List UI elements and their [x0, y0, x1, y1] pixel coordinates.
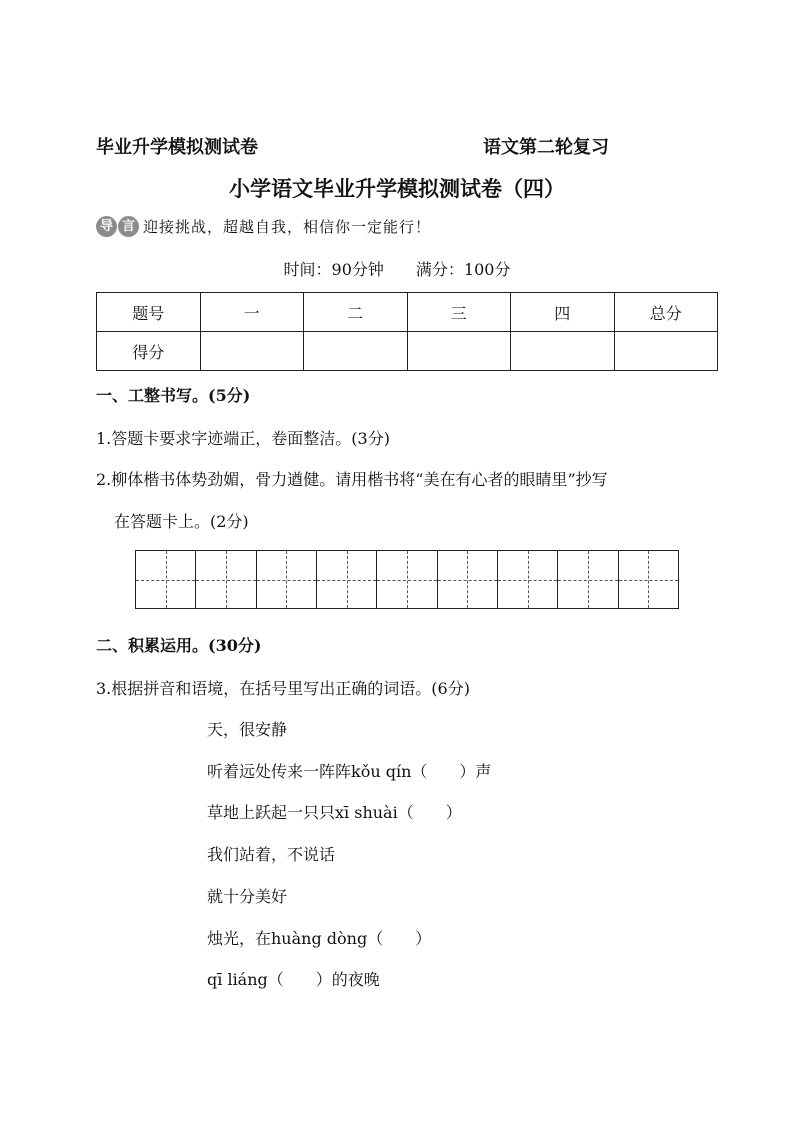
poem-line: qī liáng（ ）的夜晚: [207, 970, 380, 989]
exam-time: 时间：90分钟: [283, 260, 384, 279]
guide-badge-char: 言: [118, 216, 139, 237]
poem-line: 烛光，在huàng dòng（ ）: [207, 929, 432, 948]
poem-line: 听着远处传来一阵阵kǒu qín（ ）声: [207, 762, 492, 781]
score-input-cell[interactable]: [200, 332, 304, 371]
table-cell: 得分: [97, 332, 201, 371]
writing-grid[interactable]: [135, 550, 679, 609]
header-left-title: 毕业升学模拟测试卷: [96, 137, 258, 158]
score-input-cell[interactable]: [304, 332, 408, 371]
exam-info: [0, 257, 794, 280]
table-cell: 题号: [97, 293, 201, 332]
score-table-header-row: [97, 293, 718, 332]
score-table-score-row: [97, 332, 718, 371]
guide-badge-char: 导: [96, 216, 117, 237]
question-2-line-1: 2.柳体楷书体势劲媚，骨力遒健。请用楷书将“美在有心者的眼睛里”抄写: [96, 470, 608, 489]
exam-full-score: 满分：100分: [415, 260, 511, 279]
grid-cell[interactable]: [317, 551, 377, 608]
question-1: 1.答题卡要求字迹端正，卷面整洁。(3分): [96, 429, 390, 448]
grid-cell[interactable]: [438, 551, 498, 608]
page-title: 小学语文毕业升学模拟测试卷（四）: [229, 176, 565, 201]
score-table: [96, 292, 718, 371]
score-input-cell[interactable]: [407, 332, 511, 371]
poem-line: 我们站着，不说话: [207, 845, 336, 864]
poem-line: 就十分美好: [207, 887, 288, 906]
guide-banner: [96, 212, 431, 240]
grid-cell[interactable]: [196, 551, 256, 608]
grid-cell[interactable]: [377, 551, 437, 608]
guide-text: 迎接挑战，超越自我，相信你一定能行！: [143, 217, 432, 236]
table-cell: 总分: [614, 293, 718, 332]
question-3: 3.根据拼音和语境，在括号里写出正确的词语。(6分): [96, 679, 470, 698]
grid-cell[interactable]: [257, 551, 317, 608]
poem-line: 天，很安静: [207, 720, 288, 739]
table-cell: 二: [304, 293, 408, 332]
section-2-title: 二、积累运用。(30分): [96, 636, 262, 655]
header-right-title: 语文第二轮复习: [483, 137, 609, 158]
section-1-title: 一、工整书写。(5分): [96, 386, 251, 405]
guide-badge-icon: [96, 216, 140, 237]
table-cell: 一: [200, 293, 304, 332]
grid-cell[interactable]: [136, 551, 196, 608]
grid-cell[interactable]: [619, 551, 678, 608]
grid-cell[interactable]: [558, 551, 618, 608]
table-cell: 四: [511, 293, 615, 332]
score-input-cell[interactable]: [614, 332, 718, 371]
grid-cell[interactable]: [498, 551, 558, 608]
poem-line: 草地上跃起一只只xī shuài（ ）: [207, 803, 462, 822]
question-2-line-2: 在答题卡上。(2分): [114, 512, 249, 531]
table-cell: 三: [407, 293, 511, 332]
score-input-cell[interactable]: [511, 332, 615, 371]
